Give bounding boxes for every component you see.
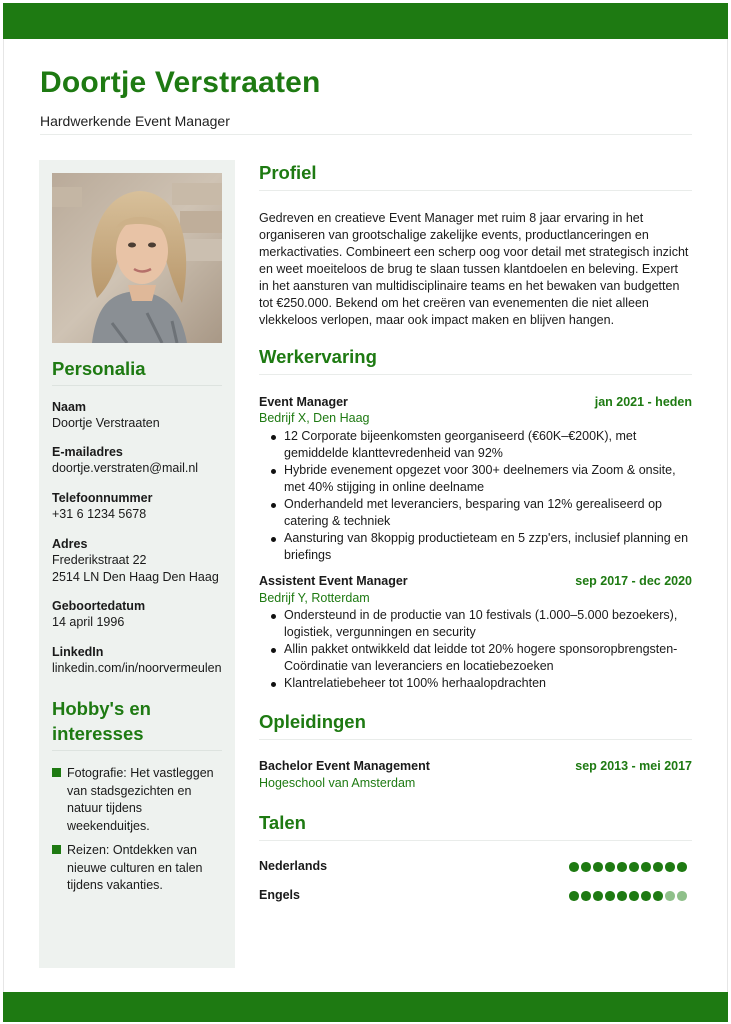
level-dot-empty — [677, 891, 687, 901]
job-bullet: Ondersteund in de productie van 10 festivals (1.000–5.000 bezoekers), logistiek, vergunningen en security — [269, 607, 694, 641]
field-value-linkedin: linkedin.com/in/noorvermeulen — [52, 661, 222, 675]
level-dot-filled — [581, 862, 591, 872]
job-date: jan 2021 - heden — [594, 395, 692, 409]
job-bullet: Hybride evenement opgezet voor 300+ deelnemers via Zoom & onsite, met 40% stijging in online deelname — [269, 462, 694, 496]
bullet-square-icon — [52, 845, 61, 854]
job-bullet: Aansturing van 8koppig productieteam en 5 zzp'ers, inclusief planning en briefings — [269, 530, 694, 564]
field-label-email: E-mailadres — [52, 445, 123, 459]
field-label-name: Naam — [52, 400, 87, 414]
level-dot-filled — [641, 862, 651, 872]
field-label-linkedin: LinkedIn — [52, 645, 104, 659]
field-value-phone: +31 6 1234 5678 — [52, 507, 147, 521]
bullet-square-icon — [52, 768, 61, 777]
profile-photo — [52, 173, 222, 343]
hobby-item — [52, 842, 224, 895]
job-date: sep 2017 - dec 2020 — [575, 574, 692, 588]
job-subtitle: Hardwerkende Event Manager — [40, 113, 230, 129]
field-label-birthdate: Geboortedatum — [52, 599, 146, 613]
field-value-address-city: 2514 LN Den Haag Den Haag — [52, 570, 219, 584]
language-name: Nederlands — [259, 859, 328, 873]
level-dot-filled — [641, 891, 651, 901]
top-accent-bar — [3, 3, 728, 39]
level-dot-filled — [629, 862, 639, 872]
education-heading: Opleidingen — [259, 711, 366, 732]
job-bullet: Klantrelatiebeheer tot 100% herhaalopdrachten — [269, 675, 694, 692]
level-dot-filled — [617, 862, 627, 872]
experience-heading: Werkervaring — [259, 346, 377, 367]
profile-heading: Profiel — [259, 162, 317, 183]
hobbies-heading-line1: Hobby's en — [52, 698, 151, 719]
profile-divider — [259, 190, 692, 191]
job-bullet: Onderhandeld met leveranciers, besparing van 12% gerealiseerd op catering & techniek — [269, 496, 694, 530]
education-date: sep 2013 - mei 2017 — [575, 759, 692, 773]
hobby-text: Fotografie: Het vastleggen van stadsgezichten en natuur tijdens weekenduitjes. — [67, 766, 214, 833]
personalia-divider — [52, 385, 222, 386]
level-dot-filled — [605, 862, 615, 872]
job-bullets — [269, 607, 694, 692]
education-title: Bachelor Event Management — [259, 759, 430, 773]
hobby-text: Reizen: Ontdekken van nieuwe culturen en talen tijdens vakanties. — [67, 843, 203, 892]
level-dot-filled — [665, 862, 675, 872]
hobby-item — [52, 765, 224, 835]
level-dot-filled — [653, 862, 663, 872]
personalia-heading: Personalia — [52, 358, 146, 379]
field-label-phone: Telefoonnummer — [52, 491, 153, 505]
profile-text: Gedreven en creatieve Event Manager met ruim 8 jaar ervaring in het organiseren van grootschalige zakelijke events, productlanceringen en merkactivaties. Combineert een scherp oog voor detail met strategisch inzicht en weet moeiteloos de brug te slaan tussen klantdoelen en beleving. Expert in het aansturen van multidisciplinaire teams en het bewaken van budgetten tot €250.000. Bekend om het creëren van evenementen die niet alleen vlekkeloos verlopen, maar ook impact maken en blijven hangen. — [259, 211, 689, 327]
job-bullet: 12 Corporate bijeenkomsten georganiseerd (€60K–€200K), met gemiddelde klanttevredenheid van 92% — [269, 428, 694, 462]
sidebar — [39, 160, 235, 968]
job-company: Bedrijf X, Den Haag — [259, 411, 370, 425]
level-dot-filled — [593, 891, 603, 901]
level-dot-filled — [653, 891, 663, 901]
languages-heading: Talen — [259, 812, 306, 833]
field-value-email: doortje.verstraten@mail.nl — [52, 461, 199, 475]
language-level-dots — [569, 862, 687, 872]
level-dot-filled — [593, 862, 603, 872]
bottom-accent-bar — [3, 992, 728, 1022]
level-dot-filled — [617, 891, 627, 901]
field-value-name: Doortje Verstraaten — [52, 416, 160, 430]
field-value-birthdate: 14 april 1996 — [52, 615, 125, 629]
job-company: Bedrijf Y, Rotterdam — [259, 591, 370, 605]
candidate-name: Doortje Verstraaten — [40, 66, 321, 99]
header-divider — [40, 134, 692, 135]
level-dot-filled — [581, 891, 591, 901]
level-dot-filled — [605, 891, 615, 901]
languages-divider — [259, 840, 692, 841]
level-dot-filled — [629, 891, 639, 901]
level-dot-empty — [665, 891, 675, 901]
education-school: Hogeschool van Amsterdam — [259, 776, 416, 790]
job-bullets — [269, 428, 694, 564]
hobbies-divider — [52, 750, 222, 751]
field-value-address-street: Frederikstraat 22 — [52, 553, 147, 567]
field-label-address: Adres — [52, 537, 88, 551]
language-name: Engels — [259, 888, 300, 902]
hobbies-heading-line2: interesses — [52, 723, 144, 744]
job-bullet: Allin pakket ontwikkeld dat leidde tot 20% hogere sponsoropbrengsten- Coördinatie van leveranciers en locatiebezoeken — [269, 641, 694, 675]
language-level-dots — [569, 891, 687, 901]
level-dot-filled — [677, 862, 687, 872]
experience-divider — [259, 374, 692, 375]
job-title: Assistent Event Manager — [259, 574, 408, 588]
education-divider — [259, 739, 692, 740]
job-title: Event Manager — [259, 395, 348, 409]
level-dot-filled — [569, 862, 579, 872]
level-dot-filled — [569, 891, 579, 901]
